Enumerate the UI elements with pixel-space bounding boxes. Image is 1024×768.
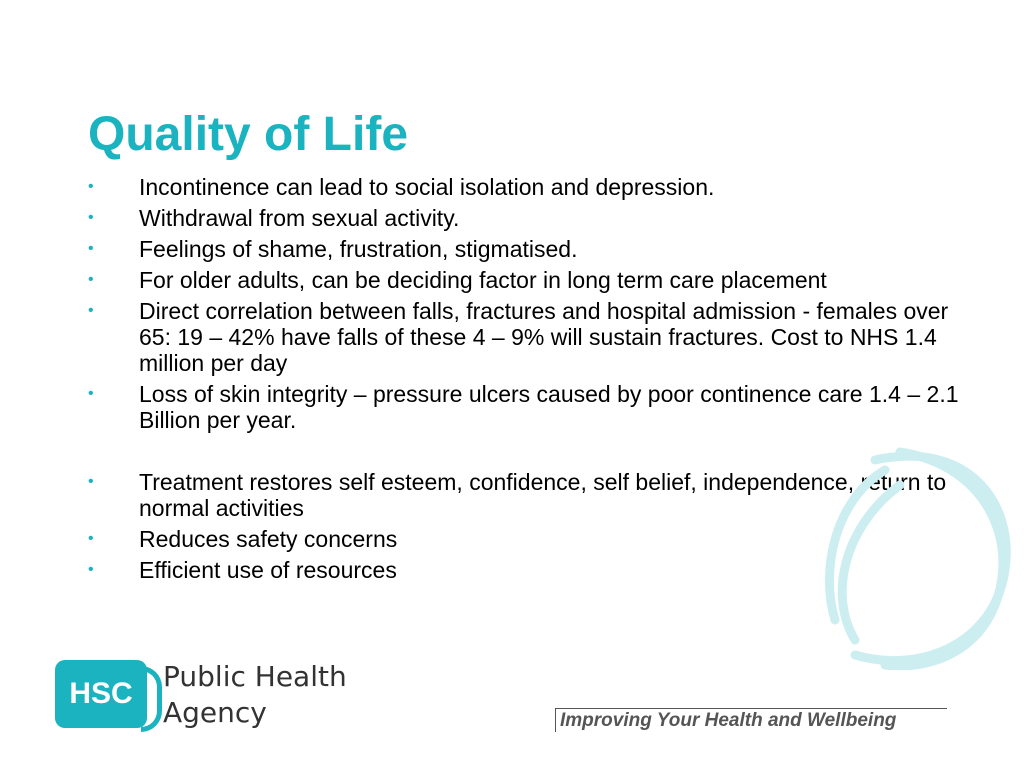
bullet-icon: • <box>88 271 94 288</box>
slide-title: Quality of Life <box>88 108 409 161</box>
org-name-line2: Agency <box>163 696 267 729</box>
bullet-text: For older adults, can be deciding factor in long term care placement <box>139 267 827 293</box>
hsc-logo <box>55 660 355 740</box>
list-item <box>88 236 978 262</box>
hsc-logo-mark: HSC <box>55 660 147 728</box>
bullet-icon: • <box>88 302 94 319</box>
bullet-icon: • <box>88 209 94 226</box>
list-item <box>88 205 978 231</box>
bullet-icon: • <box>88 473 94 490</box>
bullet-text: Withdrawal from sexual activity. <box>139 205 460 231</box>
bullet-text: Treatment restores self esteem, confidence, self belief, independence, return to normal activities <box>139 469 947 521</box>
bullet-icon: • <box>88 561 94 578</box>
list-item <box>88 267 978 293</box>
bullet-icon: • <box>88 530 94 547</box>
logo-bracket-icon <box>141 666 162 732</box>
bullet-text: Feelings of shame, frustration, stigmatised. <box>139 236 578 262</box>
list-item <box>88 298 978 376</box>
list-item <box>88 174 978 200</box>
bullet-icon: • <box>88 240 94 257</box>
bullet-text: Incontinence can lead to social isolation and depression. <box>139 174 715 200</box>
list-item <box>88 381 978 433</box>
tagline: Improving Your Health and Wellbeing <box>555 708 947 732</box>
swirl-decoration-icon <box>815 440 1024 670</box>
bullet-text: Direct correlation between falls, fractures and hospital admission - females over 65: 19 – 42% have falls of these 4 – 9% will sustain fractures. Cost to NHS 1.4 million per day <box>139 298 949 376</box>
bullet-icon: • <box>88 178 94 195</box>
bullet-text: Reduces safety concerns <box>139 526 398 552</box>
bullet-text: Efficient use of resources <box>139 557 397 583</box>
bullet-text: Loss of skin integrity – pressure ulcers caused by poor continence care 1.4 – 2.1 Billion per year. <box>139 381 959 433</box>
bullet-icon: • <box>88 385 94 402</box>
org-name-line1: Public Health <box>163 660 347 693</box>
